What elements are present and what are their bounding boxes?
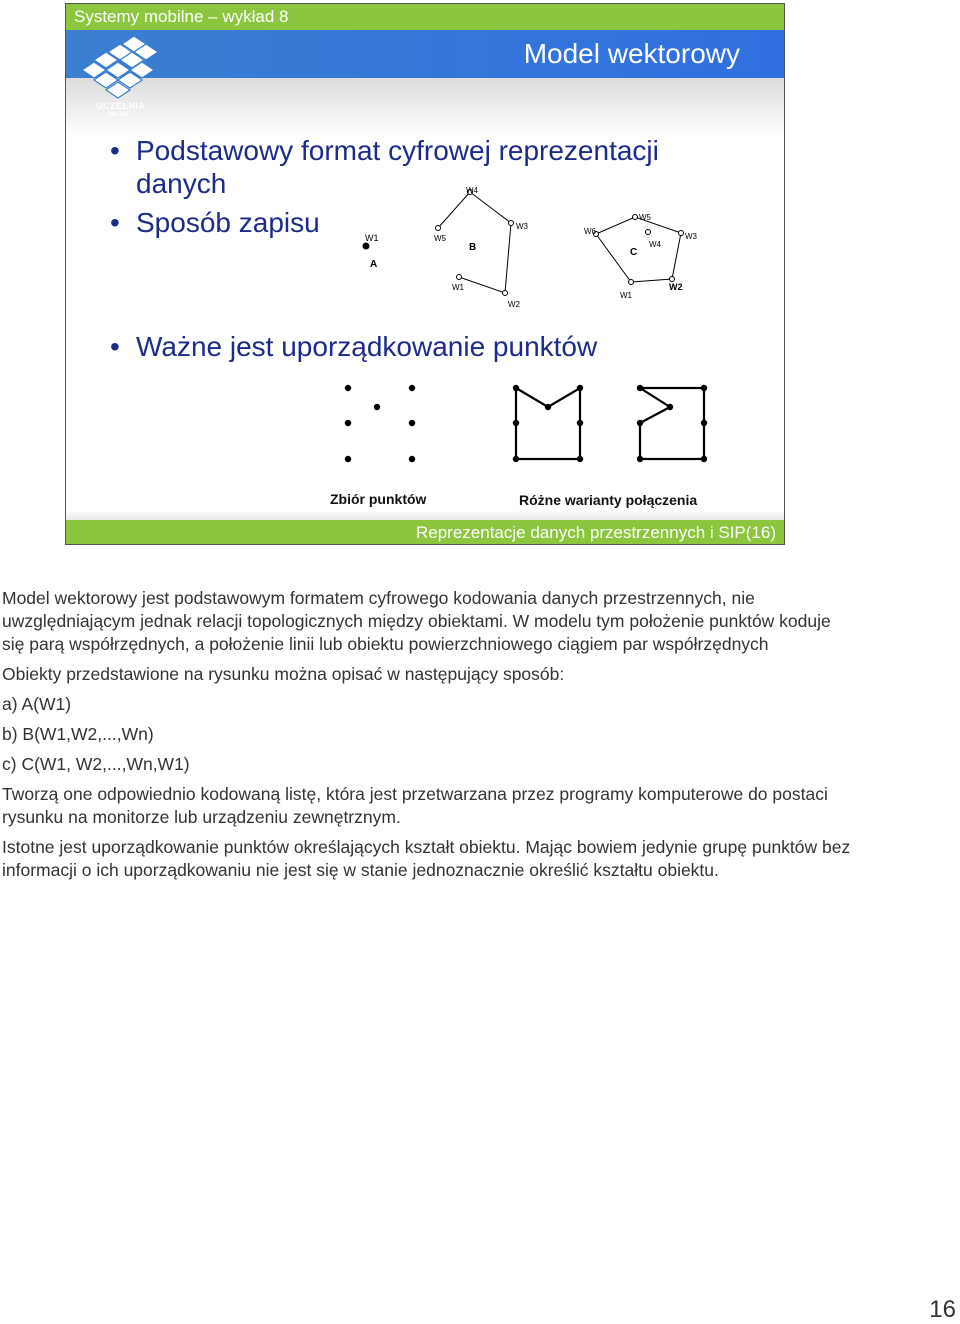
label-connection-variants: Różne warianty połączenia bbox=[519, 492, 698, 508]
label-c-w2: W2 bbox=[669, 282, 683, 292]
page-number: 16 bbox=[929, 1296, 956, 1323]
paragraph-model: Model wektorowy jest podstawowym formatem cyfrowego kodowania danych przestrzennych, nie uwzględniającym jednak relacji topologicznych między obiektami. W modelu tym położenie punktów koduje się parą współrzędnych, a położenie linii lub obiektu powierzchniowego ciągiem par współrzędnych bbox=[2, 588, 831, 654]
slide-top-bar bbox=[66, 4, 784, 30]
uczelnia-online-logo bbox=[70, 32, 170, 124]
label-c-w1: W1 bbox=[620, 291, 632, 300]
footer-text: Reprezentacje danych przestrzennych i SIP(16) bbox=[415, 523, 776, 542]
paragraph-order: Istotne jest uporządkowanie punktów określających kształt obiektu. Mając bowiem jedynie grupę punktów bez informacji o ich uporządkowaniu nie jest się w stanie jednoznacznie określić kształtu obiektu. bbox=[2, 837, 851, 880]
label-b-w1: W1 bbox=[452, 283, 464, 292]
label-b-w5: W5 bbox=[434, 234, 446, 243]
lecture-notes bbox=[2, 587, 852, 889]
bullet-list-bottom bbox=[106, 330, 706, 363]
label-c-w4: W4 bbox=[649, 240, 661, 249]
header-gradient bbox=[66, 78, 784, 138]
label-b-w3: W3 bbox=[516, 222, 528, 231]
label-b: B bbox=[469, 242, 477, 253]
label-a-w1: W1 bbox=[365, 233, 379, 243]
label-c-w3: W3 bbox=[685, 232, 697, 241]
paragraph-intro: Obiekty przedstawione na rysunku można opisać w następujący sposób: bbox=[2, 664, 565, 684]
label-c: C bbox=[630, 247, 638, 258]
slide bbox=[65, 3, 785, 545]
bullet-format: • Podstawowy format cyfrowej reprezentacji danych bbox=[106, 134, 676, 200]
slide-title: Model wektorowy bbox=[523, 38, 740, 69]
logo-text-uczelnia: UCZELNIA bbox=[96, 101, 146, 111]
point-a-w1 bbox=[363, 243, 370, 250]
logo-text-online: ONLINE bbox=[107, 112, 130, 118]
slide-footer bbox=[66, 520, 784, 544]
footer-gradient bbox=[66, 510, 784, 520]
bullet-zapis: • Sposób zapisu bbox=[106, 206, 706, 239]
label-c-w6: W6 bbox=[584, 227, 596, 236]
bullet-uporzadkowanie: • Ważne jest uporządkowanie punktów bbox=[106, 330, 706, 363]
label-c-w5: W5 bbox=[639, 213, 651, 222]
paragraph-item-c: c) C(W1, W2,...,Wn,W1) bbox=[2, 754, 190, 774]
course-name: Systemy mobilne – wykład 8 bbox=[74, 7, 289, 26]
label-a: A bbox=[370, 259, 378, 270]
label-b-w4: W4 bbox=[466, 186, 478, 195]
label-b-w2: W2 bbox=[508, 300, 520, 309]
paragraph-list: Tworzą one odpowiednio kodowaną listę, która jest przetwarzana przez programy komputerowe do postaci rysunku na monitorze lub urządzeniu zewnętrznym. bbox=[2, 784, 828, 827]
paragraph-item-b: b) B(W1,W2,...,Wn) bbox=[2, 724, 154, 744]
paragraph-item-a: a) A(W1) bbox=[2, 694, 72, 714]
vector-objects-figure bbox=[356, 179, 716, 314]
label-point-set: Zbiór punktów bbox=[330, 491, 427, 507]
